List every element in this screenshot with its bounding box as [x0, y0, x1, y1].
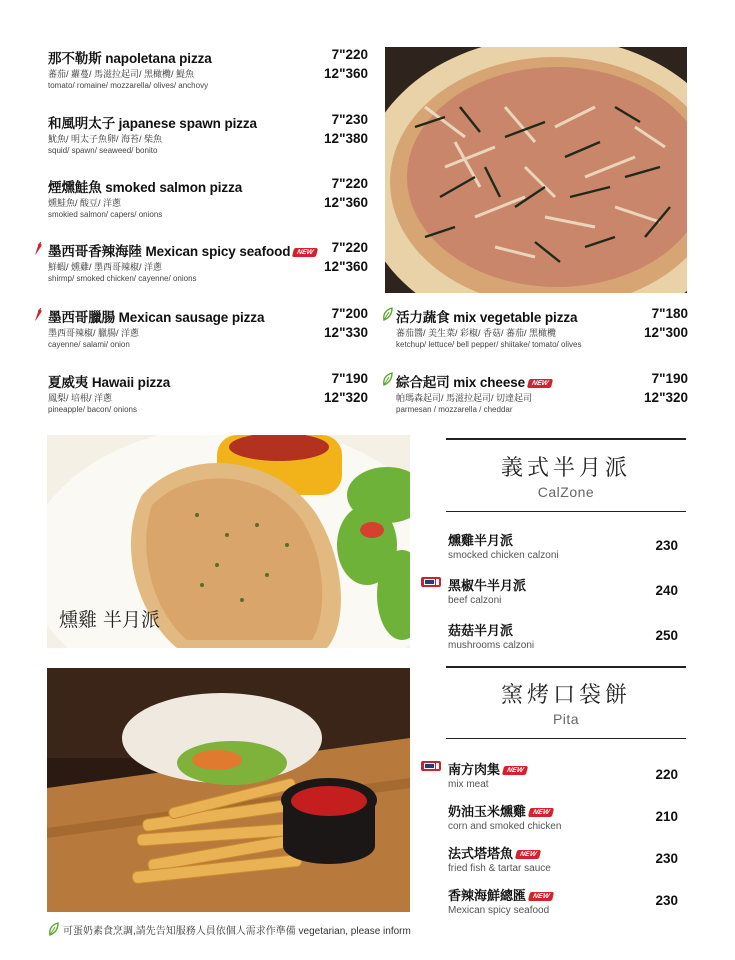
pita-item — [448, 885, 678, 916]
price-7-inch: 7"220 — [331, 240, 368, 255]
pizza-name: 墨西哥香辣海陸 Mexican spicy seafood NEW — [48, 240, 317, 260]
price-12-inch: 12"380 — [324, 131, 368, 146]
ingredients-zh: 墨西哥辣椒/ 臘腸/ 洋蔥 — [48, 328, 140, 338]
ingredients-zh: 鳳梨/ 培根/ 洋蔥 — [48, 393, 113, 403]
item-price: 250 — [655, 628, 678, 643]
ingredients-en: cayenne/ salami/ onion — [48, 340, 130, 349]
pita-illustration — [47, 668, 410, 912]
price-12-inch: 12"320 — [644, 390, 688, 405]
calzone-photo — [47, 435, 410, 648]
calzone-subtitle: CalZone — [537, 484, 595, 500]
price-7-inch: 7"180 — [651, 306, 688, 321]
item-name-en: mix meat — [448, 779, 489, 790]
pita-item — [448, 801, 678, 832]
item-name-en: corn and smoked chicken — [448, 821, 562, 832]
item-name: 奶油玉米燻雞 NEW — [448, 801, 678, 820]
chili-icon — [34, 308, 43, 322]
ingredients-en: tomato/ romaine/ mozzarella/ olives/ anchovy — [48, 81, 209, 90]
price-12-inch: 12"360 — [324, 259, 368, 274]
item-name-en: mushrooms calzoni — [448, 640, 535, 651]
item-name-en: fried fish & tartar sauce — [448, 863, 551, 874]
vegetarian-leaf-icon — [382, 307, 393, 321]
pizza-name: 墨西哥臘腸 Mexican sausage pizza — [48, 310, 265, 325]
section-divider — [446, 666, 686, 668]
ingredients-en: pineapple/ bacon/ onions — [48, 405, 137, 414]
price-7-inch: 7"190 — [331, 371, 368, 386]
item-price: 230 — [655, 851, 678, 866]
pizza-name: 煙燻鮭魚 smoked salmon pizza — [48, 180, 243, 195]
price-7-inch: 7"190 — [651, 371, 688, 386]
item-name: 菇菇半月派 — [448, 623, 514, 638]
ingredients-zh: 鮮蝦/ 燻雞/ 墨西哥辣椒/ 洋蔥 — [48, 262, 163, 272]
ingredients-zh: 蕃茄醬/ 美生菜/ 彩椒/ 香菇/ 蕃茄/ 黑橄欖 — [396, 328, 557, 338]
ingredients-en: shirmp/ smoked chicken/ cayenne/ onions — [48, 274, 197, 283]
new-badge: NEW — [527, 379, 553, 388]
vegetarian-leaf-icon — [48, 922, 59, 936]
item-price: 210 — [655, 809, 678, 824]
vegetarian-leaf-icon — [382, 372, 393, 386]
chili-icon — [34, 242, 43, 256]
vegetarian-note: 可蛋奶素食烹調,請先告知服務人員依個人需求作準備 vegetarian, please inform — [48, 920, 411, 937]
item-name: 南方肉集 NEW — [448, 759, 678, 778]
pita-title: 窯烤口袋餅 — [500, 683, 631, 708]
pizza-name: 和風明太子 japanese spawn pizza — [48, 116, 257, 131]
item-price: 240 — [655, 583, 678, 598]
item-name: 燻雞半月派 — [448, 533, 514, 548]
pita-item — [448, 759, 678, 790]
item-price: 230 — [655, 538, 678, 553]
section-divider — [446, 511, 686, 512]
item-name: 香辣海鮮總匯 NEW — [448, 885, 678, 904]
ingredients-en: smokied salmon/ capers/ onions — [48, 210, 163, 219]
ingredients-zh: 帕瑪森起司/ 馬滋拉起司/ 切達起司 — [396, 393, 533, 403]
new-badge: NEW — [515, 850, 542, 859]
price-7-inch: 7"220 — [331, 176, 368, 191]
calzone-title: 義式半月派 — [500, 456, 631, 481]
item-name: 黑椒牛半月派 — [448, 578, 527, 593]
price-7-inch: 7"230 — [331, 112, 368, 127]
item-name: 法式塔塔魚 NEW — [448, 843, 678, 862]
pizza-illustration — [385, 47, 687, 293]
ingredients-zh: 蕃茄/ 蘿蔓/ 馬滋拉起司/ 黑橄欖/ 鯷魚 — [48, 69, 195, 79]
ingredients-zh: 魷魚/ 明太子魚卵/ 海苔/ 柴魚 — [48, 134, 163, 144]
price-7-inch: 7"200 — [331, 306, 368, 321]
section-divider — [446, 738, 686, 739]
new-badge: NEW — [528, 808, 555, 817]
pizza-name: 綜合起司 mix cheese NEW — [396, 371, 552, 391]
pizza-photo — [385, 47, 687, 293]
section-divider — [446, 438, 686, 440]
ingredients-zh: 燻鮭魚/ 酸豆/ 洋蔥 — [48, 198, 122, 208]
calzone-item — [448, 575, 678, 606]
pita-subtitle: Pita — [552, 711, 580, 727]
photo-caption: 燻雞 半月派 — [59, 609, 161, 631]
pizza-name: 那不勒斯 napoletana pizza — [48, 51, 212, 66]
new-badge: NEW — [528, 892, 555, 901]
item-name-en: Mexican spicy seafood — [448, 905, 550, 916]
price-12-inch: 12"360 — [324, 195, 368, 210]
beef-icon — [420, 759, 442, 773]
price-12-inch: 12"330 — [324, 325, 368, 340]
item-name-en: smocked chicken calzoni — [448, 550, 559, 561]
pizza-name: 夏威夷 Hawaii pizza — [48, 375, 171, 390]
new-badge: NEW — [292, 248, 318, 257]
price-12-inch: 12"300 — [644, 325, 688, 340]
item-price: 230 — [655, 893, 678, 908]
price-12-inch: 12"320 — [324, 390, 368, 405]
price-12-inch: 12"360 — [324, 66, 368, 81]
calzone-item — [448, 620, 678, 651]
ingredients-en: ketchup/ lettuce/ bell pepper/ shiitake/ tomato/ olives — [396, 340, 582, 349]
ingredients-en: squid/ spawn/ seaweed/ bonito — [48, 146, 158, 155]
pita-photo — [47, 668, 410, 912]
ingredients-en: parmesan / mozzarella / cheddar — [396, 405, 513, 414]
item-name-en: beef calzoni — [448, 595, 502, 606]
pita-item — [448, 843, 678, 874]
pizza-name: 活力蔬食 mix vegetable pizza — [396, 310, 578, 325]
calzone-item — [448, 530, 678, 561]
new-badge: NEW — [502, 766, 529, 775]
beef-icon — [420, 575, 442, 589]
price-7-inch: 7"220 — [331, 47, 368, 62]
item-price: 220 — [655, 767, 678, 782]
